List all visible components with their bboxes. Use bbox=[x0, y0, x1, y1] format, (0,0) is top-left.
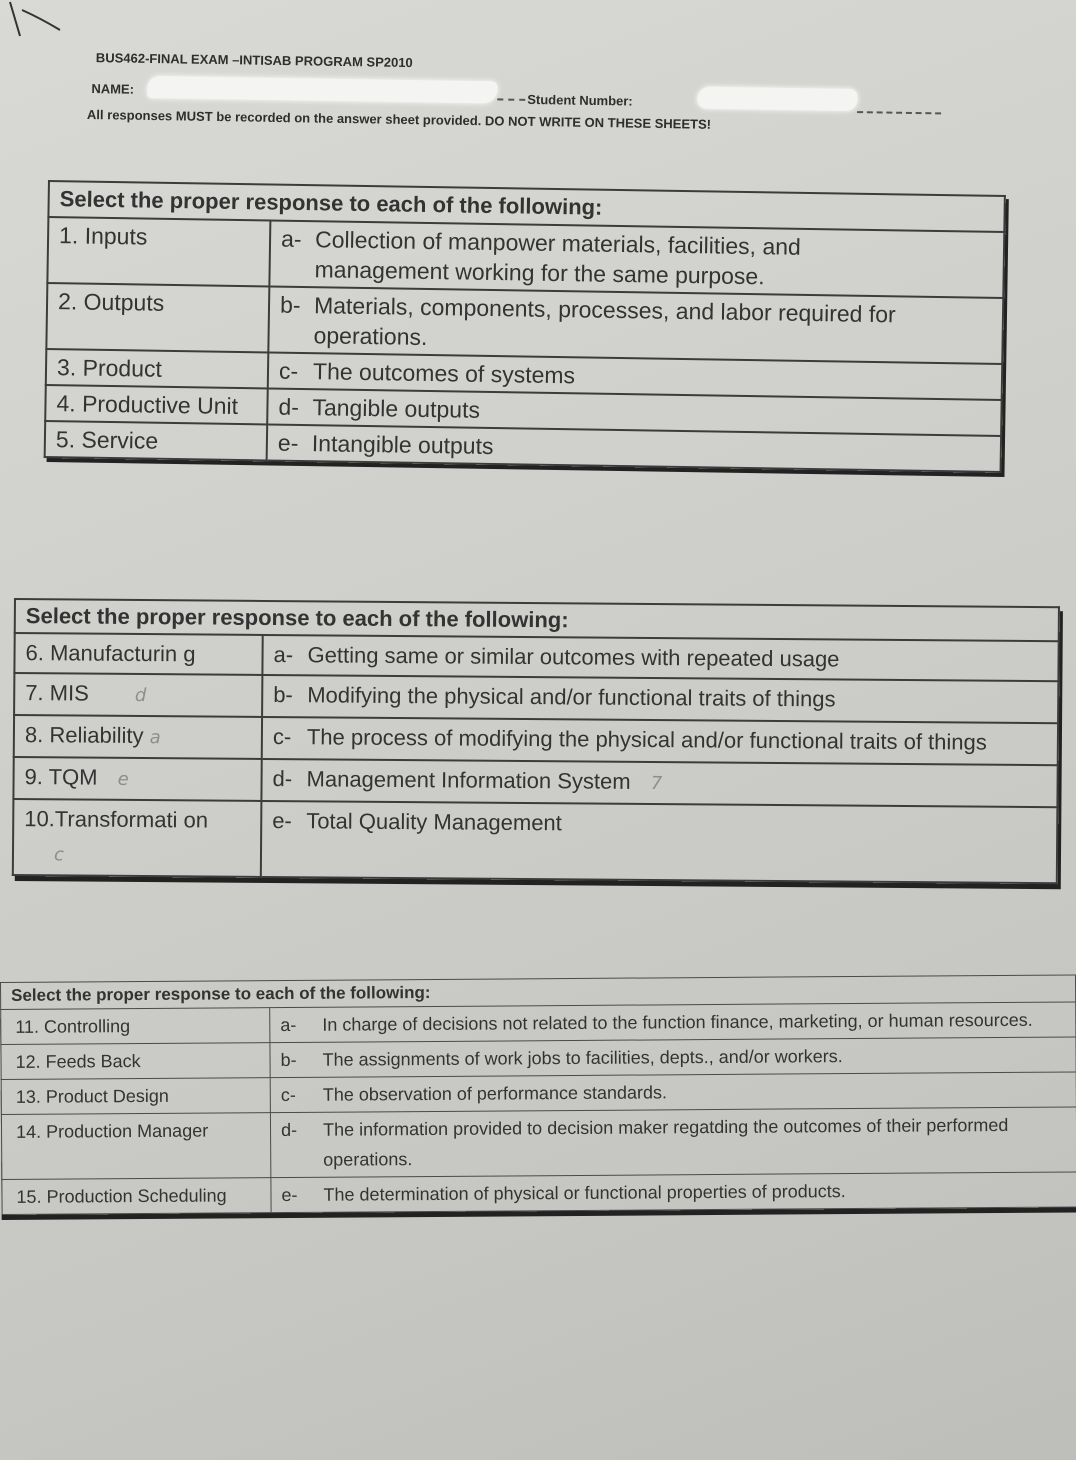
option-text: Collection of manpower materials, facilities, and management working for the same purpose. bbox=[314, 226, 802, 290]
option-letter: a- bbox=[273, 642, 294, 668]
option-letter: c- bbox=[280, 1084, 296, 1106]
section3-heading: Select the proper response to each of the following: bbox=[1, 975, 1076, 1010]
table-row bbox=[1, 1107, 1076, 1180]
table-row bbox=[13, 799, 1058, 883]
option-letter: d- bbox=[280, 1119, 298, 1141]
option-text: The outcomes of systems bbox=[312, 358, 576, 389]
term-cell: 14. Production Manager bbox=[1, 1113, 270, 1180]
option-text: In charge of decisions not related to the function finance, marketing, or human resources. bbox=[322, 1009, 1033, 1035]
matching-table-3 bbox=[0, 974, 1076, 1215]
handwritten-answer: a bbox=[149, 727, 161, 749]
exam-title: BUS462-FINAL EXAM –INTISAB PROGRAM SP2010 bbox=[95, 50, 413, 71]
instructions: All responses MUST be recorded on the answer sheet provided. DO NOT WRITE ON THESE SHEETS! bbox=[86, 106, 712, 132]
term-cell: 3. Product bbox=[46, 349, 269, 388]
term-text: 10.Transformati on bbox=[24, 806, 209, 833]
term-text: 6. Manufacturin g bbox=[25, 640, 196, 667]
definition-cell bbox=[262, 635, 1058, 681]
option-letter: e- bbox=[281, 1184, 298, 1206]
handwritten-answer: d bbox=[134, 684, 147, 707]
definition-cell bbox=[262, 717, 1058, 765]
term-cell bbox=[14, 633, 262, 675]
option-text: Modifying the physical and/or functional traits of things bbox=[307, 682, 836, 712]
table-row bbox=[2, 1172, 1076, 1215]
term-cell bbox=[14, 715, 262, 759]
term-text: 9. TQM bbox=[24, 764, 98, 790]
handwritten-mark: 7 bbox=[650, 773, 663, 795]
option-text: Management Information System bbox=[306, 766, 631, 794]
definition-cell bbox=[271, 1172, 1076, 1213]
section1-heading: Select the proper response to each of the following: bbox=[48, 181, 1004, 232]
matching-table-2 bbox=[12, 598, 1060, 884]
term-cell bbox=[14, 673, 262, 717]
term-cell: 11. Controlling bbox=[1, 1008, 270, 1045]
option-letter: a- bbox=[280, 225, 302, 252]
option-letter: b- bbox=[280, 1049, 297, 1071]
term-cell bbox=[13, 799, 262, 877]
option-letter: d- bbox=[278, 393, 300, 420]
option-text: Intangible outputs bbox=[311, 430, 494, 460]
definition-cell bbox=[270, 1107, 1076, 1178]
section2-heading: Select the proper response to each of the following: bbox=[15, 599, 1059, 641]
option-text: The observation of performance standards. bbox=[322, 1082, 668, 1105]
option-letter: a- bbox=[280, 1014, 297, 1036]
option-text: Materials, components, processes, and labor required for operations. bbox=[313, 292, 896, 350]
matching-table-1 bbox=[44, 180, 1006, 473]
option-letter: d- bbox=[272, 766, 293, 792]
option-text: Tangible outputs bbox=[312, 394, 481, 423]
option-text: Getting same or similar outcomes with repeated usage bbox=[307, 642, 840, 672]
option-letter: e- bbox=[277, 429, 299, 456]
option-letter: e- bbox=[272, 808, 292, 834]
term-text: 8. Reliability bbox=[24, 722, 144, 749]
name-dash-line bbox=[497, 98, 525, 100]
term-cell: 5. Service bbox=[45, 421, 268, 460]
option-letter: c- bbox=[272, 724, 292, 750]
option-text: The information provided to decision maker regatding the outcomes of their performed operations. bbox=[322, 1114, 1009, 1170]
option-letter: b- bbox=[279, 291, 301, 318]
definition-cell bbox=[261, 801, 1058, 883]
term-cell: 13. Product Design bbox=[1, 1078, 270, 1115]
student-number-label: Student Number: bbox=[527, 91, 633, 109]
option-text: Total Quality Management bbox=[306, 808, 562, 836]
option-text: The process of modifying the physical and/or functional traits of things bbox=[306, 724, 987, 755]
definition-cell bbox=[270, 1037, 1076, 1078]
name-redaction bbox=[147, 76, 497, 103]
definition-cell bbox=[262, 675, 1058, 723]
definition-cell bbox=[270, 1072, 1076, 1113]
option-letter: b- bbox=[273, 682, 293, 708]
term-cell bbox=[13, 757, 261, 801]
option-letter: c- bbox=[278, 357, 299, 384]
term-text: 7. MIS bbox=[25, 680, 89, 706]
option-text: The assignments of work jobs to facilities, depts., and/or workers. bbox=[322, 1046, 843, 1070]
term-cell: 1. Inputs bbox=[47, 217, 270, 286]
option-text: The determination of physical or functional properties of products. bbox=[323, 1181, 846, 1205]
pen-mark bbox=[0, 0, 80, 40]
term-cell: 15. Production Scheduling bbox=[2, 1178, 271, 1215]
definition-cell bbox=[261, 759, 1057, 807]
definition-cell bbox=[269, 220, 1004, 298]
definition-cell bbox=[268, 286, 1003, 364]
definition-cell bbox=[270, 1002, 1076, 1043]
student-number-dash-line bbox=[857, 111, 941, 114]
student-number-redaction bbox=[697, 87, 857, 112]
term-cell: 12. Feeds Back bbox=[1, 1043, 270, 1080]
exam-header bbox=[87, 50, 968, 136]
name-label: NAME: bbox=[91, 81, 135, 97]
term-cell: 2. Outputs bbox=[46, 283, 269, 352]
handwritten-answer: c bbox=[53, 844, 64, 866]
handwritten-answer: e bbox=[117, 768, 129, 790]
term-cell: 4. Productive Unit bbox=[45, 385, 268, 424]
